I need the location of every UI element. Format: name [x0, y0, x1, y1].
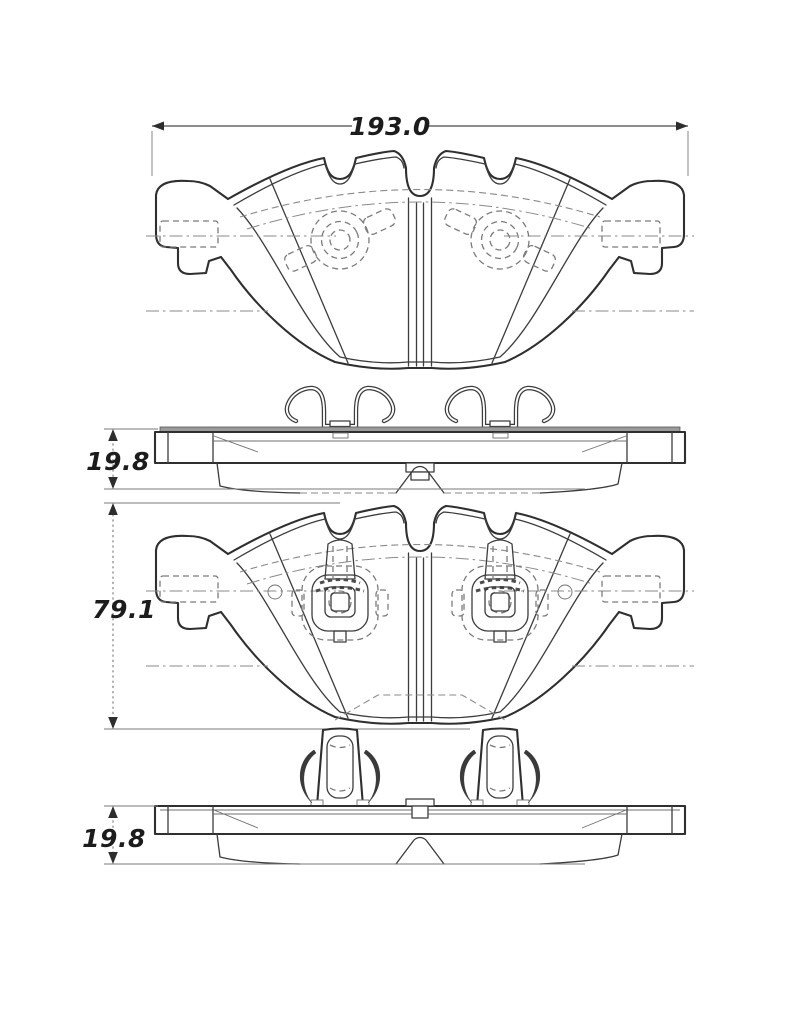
lower-pad-front-view	[146, 506, 694, 724]
left-clip	[287, 388, 393, 427]
lower-thickness-label: 19.8	[82, 824, 146, 853]
upper-edge-view	[155, 427, 685, 493]
overall-width-label: 193.0	[349, 112, 431, 141]
left-hole	[268, 585, 282, 599]
pad-height-label: 79.1	[92, 595, 156, 624]
pad-height-dimension	[92, 503, 470, 729]
width-dimension	[152, 112, 688, 176]
right-sensor-fitting	[434, 189, 565, 291]
left-sensor-fitting	[274, 189, 405, 291]
anti-rattle-clips	[287, 388, 553, 427]
right-post	[460, 729, 540, 807]
sensor-posts	[300, 729, 540, 807]
center-boss	[406, 799, 434, 806]
right-hole	[558, 585, 572, 599]
center-tab	[406, 463, 434, 472]
upper-thickness-label: 19.8	[86, 447, 150, 476]
upper-pad-front-view	[146, 151, 694, 369]
right-clip	[447, 388, 553, 427]
left-post	[300, 729, 380, 807]
lower-edge-view	[155, 799, 685, 864]
